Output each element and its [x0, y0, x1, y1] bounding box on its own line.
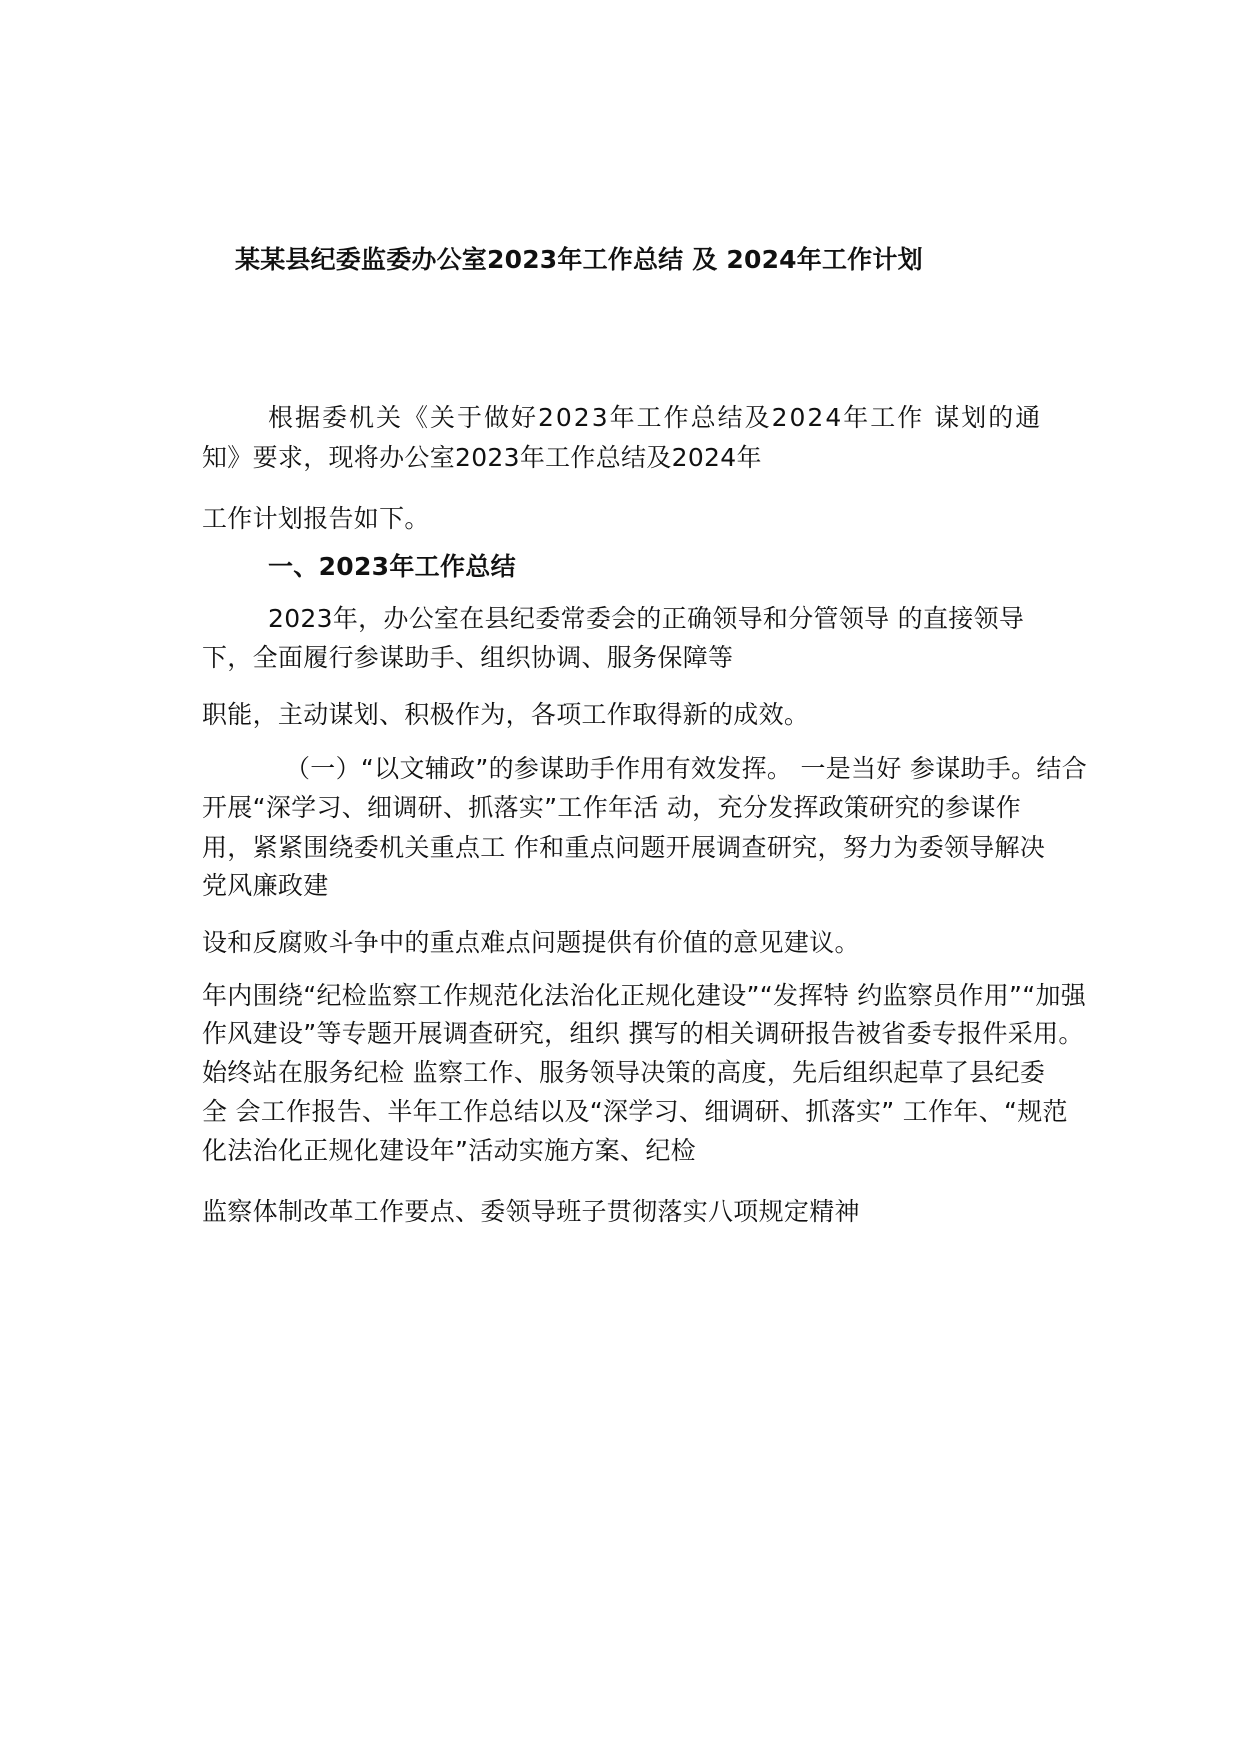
- document-title: 某某县纪委监委办公室2023年工作总结 及 2024年工作计划: [235, 245, 923, 274]
- subsection-line-4: 党风廉政建: [202, 871, 329, 900]
- body-line-6: 监察体制改革工作要点、委领导班子贯彻落实八项规定精神: [202, 1197, 860, 1226]
- subsection-line-3: 用，紧紧围绕委机关重点工 作和重点问题开展调查研究，努力为委领导解决: [202, 833, 1046, 862]
- section-heading: 一、2023年工作总结: [268, 552, 516, 581]
- subsection-line-1: （一）“以文辅政”的参谋助手作用有效发挥。 一是当好 参谋助手。结合: [285, 754, 1087, 783]
- body-line-1: 年内围绕“纪检监察工作规范化法治化正规化建设”“发挥特 约监察员作用”“加强: [202, 981, 1087, 1010]
- summary-line-3: 职能，主动谋划、积极作为，各项工作取得新的成效。: [202, 700, 810, 729]
- body-line-3: 始终站在服务纪检 监察工作、服务领导决策的高度，先后组织起草了县纪委: [202, 1058, 1046, 1087]
- intro-line-3: 工作计划报告如下。: [202, 504, 430, 533]
- intro-line-1: 根据委机关《关于做好2023年工作总结及2024年工作 谋划的通: [268, 403, 1043, 432]
- subsection-line-2: 开展“深学习、细调研、抓落实”工作年活 动，充分发挥政策研究的参谋作: [202, 793, 1022, 822]
- intro-line-2: 知》要求，现将办公室2023年工作总结及2024年: [202, 443, 762, 472]
- subsection-line-5: 设和反腐败斗争中的重点难点问题提供有价值的意见建议。: [202, 928, 860, 957]
- summary-line-2: 下，全面履行参谋助手、组织协调、服务保障等: [202, 643, 734, 672]
- body-line-5: 化法治化正规化建设年”活动实施方案、纪检: [202, 1136, 696, 1165]
- body-line-4: 全 会工作报告、半年工作总结以及“深学习、细调研、抓落实” 工作年、“规范: [202, 1097, 1068, 1126]
- summary-line-1: 2023年，办公室在县纪委常委会的正确领导和分管领导 的直接领导: [268, 604, 1025, 633]
- body-line-2: 作风建设”等专题开展调查研究，组织 撰写的相关调研报告被省委专报件采用。: [202, 1019, 1084, 1048]
